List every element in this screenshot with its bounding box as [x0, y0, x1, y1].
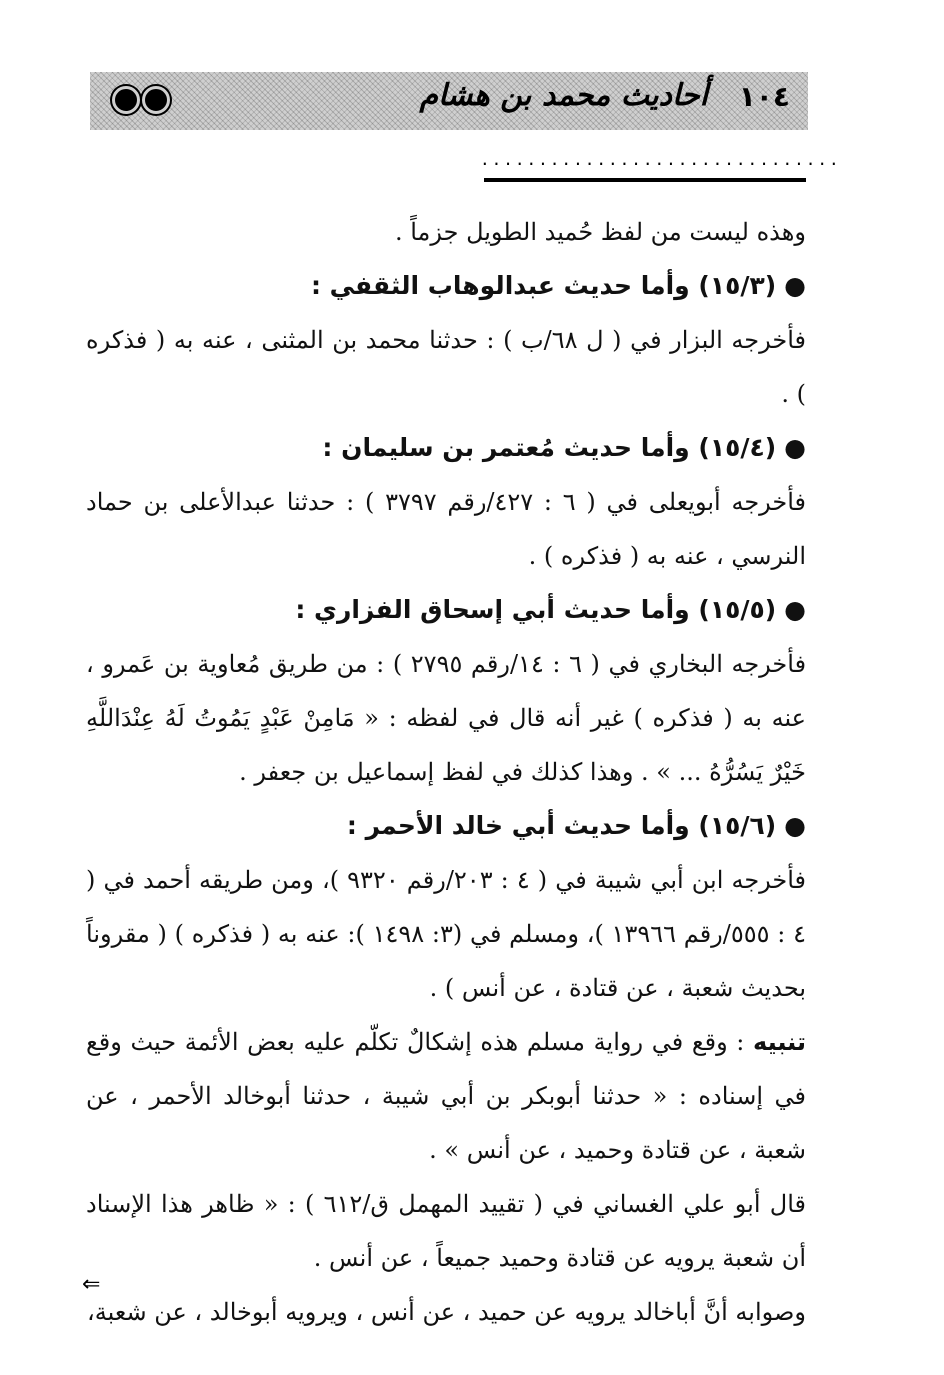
heading-text: (١٥/٥) وأما حديث أبي إسحاق الفزاري :: [295, 595, 777, 624]
section-heading: [86, 259, 806, 313]
running-header: [90, 72, 808, 130]
heading-text: (١٥/٦) وأما حديث أبي خالد الأحمر :: [346, 811, 777, 840]
text-line: وهذه ليست من لفظ حُميد الطويل جزماً .: [394, 218, 806, 246]
section-heading: [86, 421, 806, 475]
note-label: تنبيه: [753, 1028, 806, 1056]
paragraph: وصوابه أنَّ أباخالد يرويه عن حميد ، عن أنس ، ويرويه أبوخالد ، عن شعبة،: [87, 1298, 806, 1326]
continue-arrow-icon: ⇐: [82, 1272, 101, 1297]
section-heading: [86, 799, 806, 853]
paragraph: فأخرجه ابن أبي شيبة في ( ٤ : ٢٠٣/رقم ٩٣٢٠ )، ومن طريقه أحمد في ( ٤ : ٥٥٥/رقم ١٣٩٦٦ )، ومسلم في (٣: ١٤٩٨ ): عنه به ( فذكره ) ( مقروناً بحديث شعبة ، عن قتادة ، عن أنس ) .: [86, 866, 807, 1002]
heading-text: (١٥/٤) وأما حديث مُعتمر بن سليمان :: [322, 433, 777, 462]
paragraph: قال أبو علي الغساني في ( تقييد المهمل ق/٦١٢ ) : « ظاهر هذا الإسناد أن شعبة يرويه عن قتادة وحميد جميعاً ، عن أنس .: [86, 1190, 806, 1272]
ornament-icon: [112, 86, 170, 114]
bullet-icon: ●: [784, 271, 806, 300]
heading-text: (١٥/٣) وأما حديث عبدالوهاب الثقفي :: [310, 271, 777, 300]
header-rule: [484, 178, 806, 182]
main-text: [86, 205, 806, 1339]
paragraph: فأخرجه البخاري في ( ٦ : ١٤/رقم ٢٧٩٥ ) : من طريق مُعاوية بن عَمرو ، عنه به ( فذكره ) غير أنه قال في لفظه : « مَامِنْ عَبْدٍ يَمُوتُ لَهُ عِنْدَاللَّهِ خَيْرٌ يَسُرُّهُ ... » . وهذا كذلك في لفظ إسماعيل بن جعفر .: [86, 650, 807, 786]
bullet-icon: ●: [784, 811, 806, 840]
note-paragraph: [86, 1015, 806, 1177]
paragraph: فأخرجه أبويعلى في ( ٦ : ٤٢٧/رقم ٣٧٩٧ ) : حدثنا عبدالأعلى بن حماد النرسي ، عنه به ( فذكره ) .: [86, 488, 807, 570]
paragraph: فأخرجه البزار في ( ل ٦٨/ب ) : حدثنا محمد بن المثنى ، عنه به ( فذكره ) .: [86, 326, 806, 408]
note-text: : وقع في رواية مسلم هذه إشكالٌ تكلّم عليه بعض الأئمة حيث وقع في إسناده : « حدثنا أبوبكر بن أبي شيبة ، حدثنا أبوخالد الأحمر ، عن شعبة ، عن قتادة وحميد ، عن أنس » .: [86, 1028, 806, 1164]
bullet-icon: ●: [784, 433, 806, 462]
header-dotted-line: ...............................: [480, 150, 841, 169]
section-heading: [86, 583, 806, 637]
bullet-icon: ●: [784, 595, 806, 624]
ornament-circle-icon: [112, 86, 140, 114]
running-title: أحاديث محمد بن هشام: [419, 78, 708, 113]
ornament-circle-icon: [142, 86, 170, 114]
page-number: ١٠٤: [738, 80, 790, 113]
